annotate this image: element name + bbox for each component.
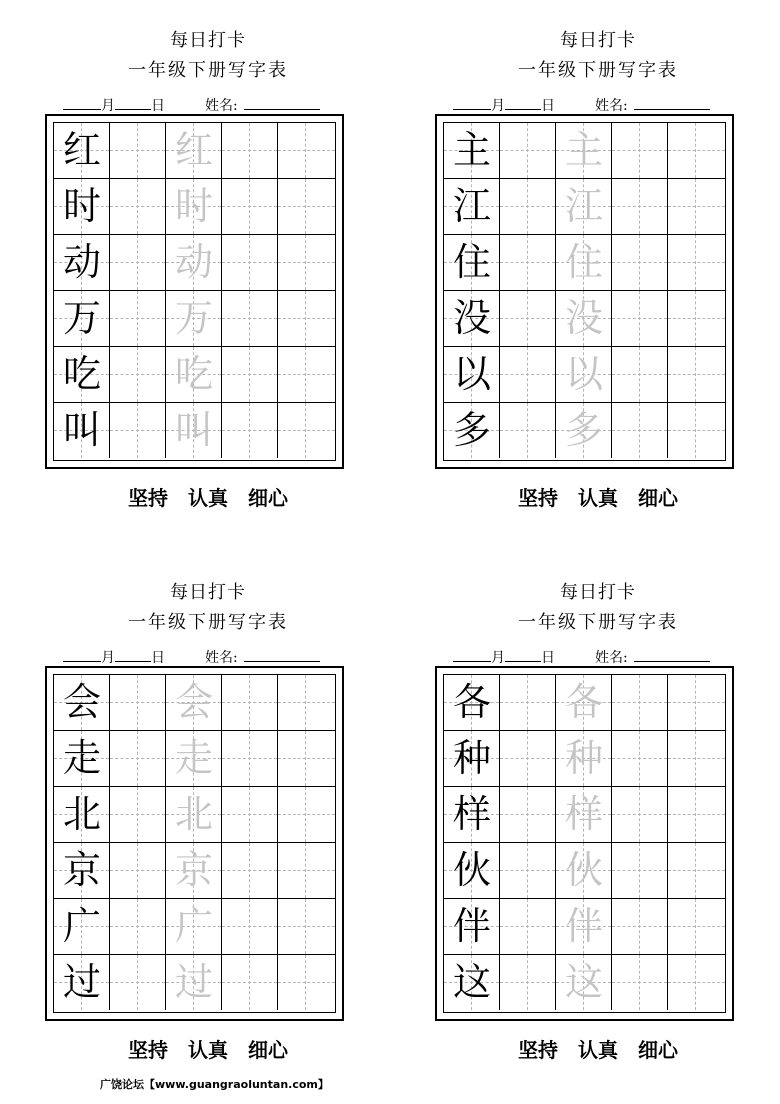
writing-grid xyxy=(443,122,726,461)
tianzige-cell[interactable] xyxy=(668,675,725,730)
model-character: 北 xyxy=(62,792,101,836)
trace-character: 京 xyxy=(174,848,213,892)
model-character: 会 xyxy=(62,680,101,724)
name-blank[interactable] xyxy=(244,94,320,110)
model-character: 住 xyxy=(452,240,491,284)
tianzige-cell[interactable] xyxy=(278,731,335,786)
model-character: 伴 xyxy=(452,904,491,948)
grid-row xyxy=(54,675,335,731)
tianzige-cell[interactable] xyxy=(556,955,612,1010)
day-label: 日 xyxy=(151,650,165,666)
month-label: 月 xyxy=(101,98,115,114)
writing-grid xyxy=(53,122,336,461)
tianzige-cell[interactable] xyxy=(612,123,668,178)
month-blank[interactable] xyxy=(453,94,491,110)
tianzige-cell[interactable] xyxy=(54,291,110,346)
grid-row xyxy=(54,955,335,1011)
tianzige-cell[interactable] xyxy=(166,843,222,898)
tianzige-cell[interactable] xyxy=(500,675,556,730)
tianzige-cell[interactable] xyxy=(444,235,500,290)
tianzige-cell[interactable] xyxy=(556,899,612,954)
model-character: 时 xyxy=(62,184,101,228)
tianzige-cell[interactable] xyxy=(278,235,335,290)
tianzige-cell[interactable] xyxy=(166,347,222,402)
tianzige-cell[interactable] xyxy=(556,843,612,898)
grid-row xyxy=(444,843,725,899)
tianzige-cell[interactable] xyxy=(166,675,222,730)
trace-character: 伙 xyxy=(564,848,603,892)
day-blank[interactable] xyxy=(115,646,151,662)
tianzige-cell[interactable] xyxy=(54,179,110,234)
model-character: 多 xyxy=(452,408,491,452)
trace-character: 吃 xyxy=(174,352,213,396)
tianzige-cell[interactable] xyxy=(444,123,500,178)
trace-character: 没 xyxy=(564,296,603,340)
date-name-line xyxy=(453,646,743,668)
trace-character: 各 xyxy=(564,680,603,724)
month-blank[interactable] xyxy=(453,646,491,662)
tianzige-cell[interactable] xyxy=(612,843,668,898)
card-subtitle: 一年级下册写字表 xyxy=(518,612,678,633)
trace-character: 红 xyxy=(174,128,213,172)
month-label: 月 xyxy=(491,98,505,114)
tianzige-cell[interactable] xyxy=(556,347,612,402)
name-label: 姓名: xyxy=(595,98,628,114)
tianzige-cell[interactable] xyxy=(278,291,335,346)
tianzige-cell[interactable] xyxy=(278,403,335,458)
trace-character: 叫 xyxy=(174,408,213,452)
tianzige-cell[interactable] xyxy=(556,123,612,178)
model-character: 叫 xyxy=(62,408,101,452)
model-character: 万 xyxy=(62,296,101,340)
tianzige-cell[interactable] xyxy=(444,843,500,898)
tianzige-cell[interactable] xyxy=(556,179,612,234)
tianzige-cell[interactable] xyxy=(166,123,222,178)
grid-row xyxy=(54,843,335,899)
day-blank[interactable] xyxy=(115,94,151,110)
model-character: 过 xyxy=(62,960,101,1004)
tianzige-cell[interactable] xyxy=(110,179,166,234)
tianzige-cell[interactable] xyxy=(500,123,556,178)
trace-character: 主 xyxy=(564,128,603,172)
tianzige-cell[interactable] xyxy=(54,347,110,402)
trace-character: 样 xyxy=(564,792,603,836)
tianzige-cell[interactable] xyxy=(110,731,166,786)
model-character: 广 xyxy=(62,904,101,948)
grid-row xyxy=(54,899,335,955)
tianzige-cell[interactable] xyxy=(500,179,556,234)
trace-character: 动 xyxy=(174,240,213,284)
motto xyxy=(453,486,743,510)
motto-word: 细心 xyxy=(638,486,678,510)
tianzige-cell[interactable] xyxy=(110,403,166,458)
tianzige-cell[interactable] xyxy=(612,291,668,346)
tianzige-cell[interactable] xyxy=(500,403,556,458)
trace-character: 住 xyxy=(564,240,603,284)
grid-row xyxy=(444,123,725,179)
motto-word: 认真 xyxy=(578,486,618,510)
motto-word: 坚持 xyxy=(518,486,558,510)
tianzige-cell[interactable] xyxy=(668,179,725,234)
tianzige-cell[interactable] xyxy=(668,955,725,1010)
day-label: 日 xyxy=(151,98,165,114)
day-blank[interactable] xyxy=(505,646,541,662)
tianzige-cell[interactable] xyxy=(668,843,725,898)
tianzige-cell[interactable] xyxy=(278,899,335,954)
site-footer: 广饶论坛【www.guangraoluntan.com】 xyxy=(100,1078,329,1091)
tianzige-cell[interactable] xyxy=(110,347,166,402)
tianzige-cell[interactable] xyxy=(54,235,110,290)
tianzige-cell[interactable] xyxy=(54,123,110,178)
model-character: 样 xyxy=(452,792,491,836)
grid-row xyxy=(444,731,725,787)
tianzige-cell[interactable] xyxy=(278,955,335,1010)
motto-word: 认真 xyxy=(188,1038,228,1062)
model-character: 走 xyxy=(62,736,101,780)
card-subtitle: 一年级下册写字表 xyxy=(518,60,678,81)
tianzige-cell[interactable] xyxy=(110,675,166,730)
tianzige-cell[interactable] xyxy=(278,787,335,842)
practice-card xyxy=(62,30,353,510)
tianzige-cell[interactable] xyxy=(54,675,110,730)
tianzige-cell[interactable] xyxy=(222,403,278,458)
tianzige-cell[interactable] xyxy=(668,123,725,178)
date-name-line xyxy=(63,646,353,668)
tianzige-cell[interactable] xyxy=(500,955,556,1010)
motto-word: 认真 xyxy=(188,486,228,510)
tianzige-cell[interactable] xyxy=(278,179,335,234)
tianzige-cell[interactable] xyxy=(110,955,166,1010)
tianzige-cell[interactable] xyxy=(166,787,222,842)
name-blank[interactable] xyxy=(244,646,320,662)
model-character: 江 xyxy=(452,184,491,228)
model-character: 种 xyxy=(452,736,491,780)
practice-card xyxy=(452,582,743,1062)
day-label: 日 xyxy=(541,650,555,666)
tianzige-cell[interactable] xyxy=(444,403,500,458)
motto-word: 细心 xyxy=(248,1038,288,1062)
tianzige-cell[interactable] xyxy=(668,291,725,346)
motto-word: 细心 xyxy=(248,486,288,510)
tianzige-cell[interactable] xyxy=(110,787,166,842)
trace-character: 多 xyxy=(564,408,603,452)
trace-character: 万 xyxy=(174,296,213,340)
tianzige-cell[interactable] xyxy=(556,403,612,458)
motto-word: 认真 xyxy=(578,1038,618,1062)
month-blank[interactable] xyxy=(63,646,101,662)
date-name-line xyxy=(63,94,353,116)
tianzige-cell[interactable] xyxy=(166,235,222,290)
grid-row xyxy=(444,675,725,731)
motto-word: 坚持 xyxy=(518,1038,558,1062)
card-title: 每日打卡 xyxy=(170,582,246,603)
card-subtitle: 一年级下册写字表 xyxy=(128,60,288,81)
date-name-line xyxy=(453,94,743,116)
tianzige-cell[interactable] xyxy=(668,235,725,290)
motto xyxy=(63,486,353,510)
tianzige-cell[interactable] xyxy=(54,787,110,842)
card-title: 每日打卡 xyxy=(170,30,246,51)
card-subtitle: 一年级下册写字表 xyxy=(128,612,288,633)
tianzige-cell[interactable] xyxy=(612,347,668,402)
model-character: 京 xyxy=(62,848,101,892)
trace-character: 种 xyxy=(564,736,603,780)
tianzige-cell[interactable] xyxy=(612,731,668,786)
grid-row xyxy=(54,179,335,235)
tianzige-cell[interactable] xyxy=(278,843,335,898)
model-character: 各 xyxy=(452,680,491,724)
tianzige-cell[interactable] xyxy=(222,675,278,730)
tianzige-cell[interactable] xyxy=(444,179,500,234)
trace-character: 广 xyxy=(174,904,213,948)
month-label: 月 xyxy=(491,650,505,666)
tianzige-cell[interactable] xyxy=(668,899,725,954)
grid-row xyxy=(54,403,335,459)
grid-row xyxy=(444,291,725,347)
tianzige-cell[interactable] xyxy=(166,899,222,954)
grid-row xyxy=(444,235,725,291)
tianzige-cell[interactable] xyxy=(222,843,278,898)
model-character: 伙 xyxy=(452,848,491,892)
tianzige-cell[interactable] xyxy=(668,403,725,458)
tianzige-cell[interactable] xyxy=(222,123,278,178)
model-character: 这 xyxy=(452,960,491,1004)
name-label: 姓名: xyxy=(205,98,238,114)
tianzige-cell[interactable] xyxy=(222,955,278,1010)
tianzige-cell[interactable] xyxy=(556,787,612,842)
grid-row xyxy=(54,787,335,843)
model-character: 动 xyxy=(62,240,101,284)
grid-row xyxy=(444,347,725,403)
grid-row xyxy=(54,235,335,291)
writing-grid xyxy=(53,674,336,1013)
trace-character: 伴 xyxy=(564,904,603,948)
tianzige-cell[interactable] xyxy=(110,843,166,898)
tianzige-cell[interactable] xyxy=(54,955,110,1010)
tianzige-cell[interactable] xyxy=(166,955,222,1010)
grid-frame xyxy=(45,666,344,1021)
tianzige-cell[interactable] xyxy=(222,787,278,842)
tianzige-cell[interactable] xyxy=(612,235,668,290)
trace-character: 会 xyxy=(174,680,213,724)
tianzige-cell[interactable] xyxy=(556,235,612,290)
trace-character: 北 xyxy=(174,792,213,836)
tianzige-cell[interactable] xyxy=(166,403,222,458)
tianzige-cell[interactable] xyxy=(222,235,278,290)
tianzige-cell[interactable] xyxy=(444,347,500,402)
grid-row xyxy=(54,731,335,787)
grid-frame xyxy=(435,114,734,469)
motto-word: 坚持 xyxy=(128,1038,168,1062)
tianzige-cell[interactable] xyxy=(668,347,725,402)
tianzige-cell[interactable] xyxy=(444,731,500,786)
tianzige-cell[interactable] xyxy=(500,843,556,898)
grid-row xyxy=(54,291,335,347)
tianzige-cell[interactable] xyxy=(166,731,222,786)
tianzige-cell[interactable] xyxy=(500,291,556,346)
tianzige-cell[interactable] xyxy=(110,291,166,346)
tianzige-cell[interactable] xyxy=(556,291,612,346)
month-label: 月 xyxy=(101,650,115,666)
grid-frame xyxy=(435,666,734,1021)
day-label: 日 xyxy=(541,98,555,114)
tianzige-cell[interactable] xyxy=(166,179,222,234)
month-blank[interactable] xyxy=(63,94,101,110)
grid-row xyxy=(54,123,335,179)
grid-row xyxy=(444,955,725,1011)
card-title: 每日打卡 xyxy=(560,582,636,603)
tianzige-cell[interactable] xyxy=(110,235,166,290)
tianzige-cell[interactable] xyxy=(500,899,556,954)
model-character: 主 xyxy=(452,128,491,172)
grid-row xyxy=(444,899,725,955)
trace-character: 时 xyxy=(174,184,213,228)
tianzige-cell[interactable] xyxy=(668,731,725,786)
trace-character: 江 xyxy=(564,184,603,228)
tianzige-cell[interactable] xyxy=(222,179,278,234)
tianzige-cell[interactable] xyxy=(222,899,278,954)
tianzige-cell[interactable] xyxy=(110,899,166,954)
tianzige-cell[interactable] xyxy=(500,787,556,842)
trace-character: 走 xyxy=(174,736,213,780)
trace-character: 以 xyxy=(564,352,603,396)
tianzige-cell[interactable] xyxy=(556,731,612,786)
tianzige-cell[interactable] xyxy=(278,347,335,402)
tianzige-cell[interactable] xyxy=(222,347,278,402)
grid-frame xyxy=(45,114,344,469)
tianzige-cell[interactable] xyxy=(612,787,668,842)
tianzige-cell[interactable] xyxy=(110,123,166,178)
trace-character: 这 xyxy=(564,960,603,1004)
tianzige-cell[interactable] xyxy=(500,731,556,786)
tianzige-cell[interactable] xyxy=(54,899,110,954)
tianzige-cell[interactable] xyxy=(444,291,500,346)
grid-row xyxy=(54,347,335,403)
tianzige-cell[interactable] xyxy=(612,675,668,730)
tianzige-cell[interactable] xyxy=(54,843,110,898)
tianzige-cell[interactable] xyxy=(612,403,668,458)
day-blank[interactable] xyxy=(505,94,541,110)
grid-row xyxy=(444,787,725,843)
tianzige-cell[interactable] xyxy=(278,675,335,730)
writing-grid xyxy=(443,674,726,1013)
tianzige-cell[interactable] xyxy=(54,403,110,458)
tianzige-cell[interactable] xyxy=(612,179,668,234)
motto xyxy=(63,1038,353,1062)
grid-row xyxy=(444,179,725,235)
name-label: 姓名: xyxy=(595,650,628,666)
tianzige-cell[interactable] xyxy=(668,787,725,842)
tianzige-cell[interactable] xyxy=(278,123,335,178)
name-blank[interactable] xyxy=(634,646,710,662)
name-label: 姓名: xyxy=(205,650,238,666)
tianzige-cell[interactable] xyxy=(166,291,222,346)
tianzige-cell[interactable] xyxy=(500,235,556,290)
tianzige-cell[interactable] xyxy=(222,291,278,346)
motto-word: 坚持 xyxy=(128,486,168,510)
tianzige-cell[interactable] xyxy=(54,731,110,786)
tianzige-cell[interactable] xyxy=(444,955,500,1010)
tianzige-cell[interactable] xyxy=(612,955,668,1010)
motto xyxy=(453,1038,743,1062)
tianzige-cell[interactable] xyxy=(612,899,668,954)
tianzige-cell[interactable] xyxy=(556,675,612,730)
tianzige-cell[interactable] xyxy=(444,787,500,842)
tianzige-cell[interactable] xyxy=(500,347,556,402)
trace-character: 过 xyxy=(174,960,213,1004)
model-character: 没 xyxy=(452,296,491,340)
practice-card xyxy=(452,30,743,510)
card-title: 每日打卡 xyxy=(560,30,636,51)
model-character: 吃 xyxy=(62,352,101,396)
tianzige-cell[interactable] xyxy=(444,675,500,730)
model-character: 红 xyxy=(62,128,101,172)
tianzige-cell[interactable] xyxy=(222,731,278,786)
motto-word: 细心 xyxy=(638,1038,678,1062)
grid-row xyxy=(444,403,725,459)
name-blank[interactable] xyxy=(634,94,710,110)
model-character: 以 xyxy=(452,352,491,396)
tianzige-cell[interactable] xyxy=(444,899,500,954)
practice-card xyxy=(62,582,353,1062)
